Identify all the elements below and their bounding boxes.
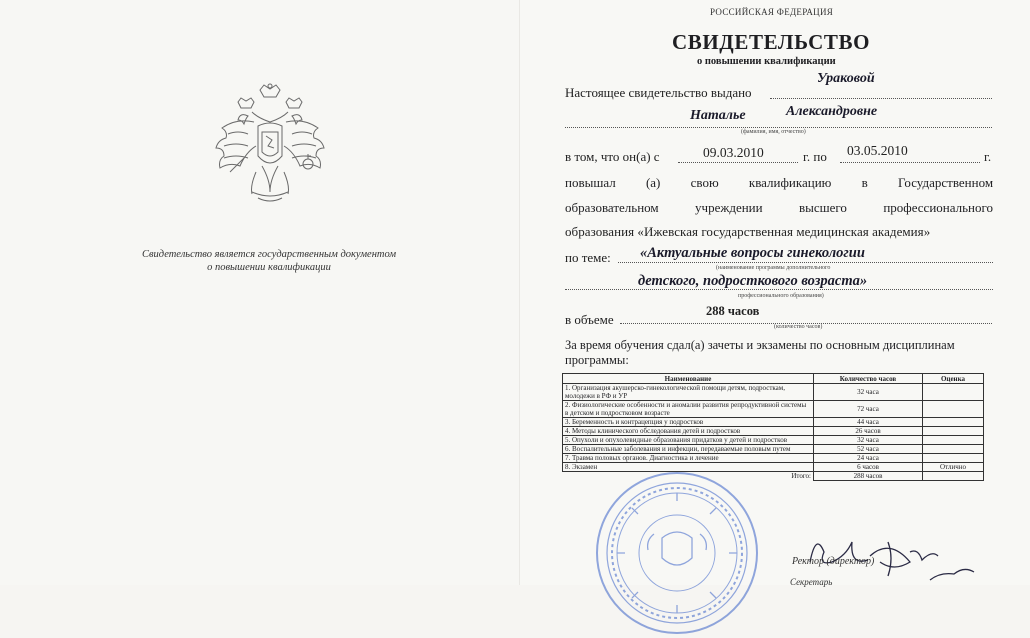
left-page-note	[110, 248, 428, 274]
program-line-1: «Актуальные вопросы гинекологии	[640, 245, 865, 261]
column-header-name: Наименование	[563, 374, 814, 384]
subject-grade	[923, 454, 984, 463]
subject-grade: Отлично	[923, 463, 984, 472]
subject-hours: 52 часа	[814, 445, 923, 454]
body-word: повышал	[565, 175, 616, 190]
body-word: профессионального	[883, 200, 994, 215]
issued-label: Настоящее свидетельство выдано	[565, 85, 752, 100]
subject-grade	[923, 445, 984, 454]
note-line-2: о повышении квалификации	[207, 262, 331, 273]
body-line-1	[565, 175, 993, 191]
subject-hours: 24 часа	[814, 454, 923, 463]
program-line-2: детского, подросткового возраста»	[638, 273, 868, 289]
certificate-title: СВИДЕТЕЛЬСТВО	[672, 30, 871, 54]
body-word: квалификацию	[748, 175, 832, 190]
dotted-line	[840, 162, 980, 163]
subject-grade	[923, 418, 984, 427]
table-row	[563, 427, 984, 436]
end-date: 03.05.2010	[847, 143, 908, 158]
table-row	[563, 418, 984, 427]
subject-hours: 44 часа	[814, 418, 923, 427]
dotted-line	[770, 98, 992, 99]
period-year-mid: г. по	[803, 149, 827, 164]
official-seal-stamp	[592, 468, 762, 638]
coat-of-arms-emblem	[208, 82, 332, 222]
total-grade	[923, 472, 984, 481]
certificate-subtitle: о повышении квалификации	[697, 56, 836, 67]
subject-name: 1. Организация акушерско-гинекологической помощи детям, подросткам, молодежи в РФ и УР	[563, 384, 814, 401]
dotted-line	[565, 127, 992, 128]
column-header-grade: Оценка	[923, 374, 984, 384]
dotted-line	[678, 162, 798, 163]
subject-name: 6. Воспалительные заболевания и инфекции, передаваемые половым путем	[563, 445, 814, 454]
recipient-patronymic: Александровне	[786, 104, 878, 119]
subject-grade	[923, 384, 984, 401]
body-line-2	[565, 200, 993, 216]
table-row	[563, 454, 984, 463]
body-word: (а)	[645, 175, 661, 190]
subject-name: 5. Опухоли и опухолевидные образования придатков у детей и подростков	[563, 436, 814, 445]
table-row	[563, 436, 984, 445]
body-word: в	[861, 175, 868, 190]
exams-intro: За время обучения сдал(а) зачеты и экзамены по основным дисциплинам программы:	[565, 338, 955, 367]
start-date: 09.03.2010	[703, 145, 764, 160]
recipient-first-name: Наталье	[690, 108, 746, 123]
subject-name: 3. Беременность и контрацепция у подростков	[563, 418, 814, 427]
table-row	[563, 384, 984, 401]
body-word: высшего	[798, 200, 847, 215]
rector-label: Ректор (директор)	[792, 556, 875, 567]
handwritten-signature	[790, 522, 1000, 585]
volume-value: 288 часов	[706, 304, 760, 318]
subject-hours: 26 часов	[814, 427, 923, 436]
subject-hours: 32 часа	[814, 436, 923, 445]
body-word: образовательном	[565, 200, 659, 215]
subject-name: 4. Методы клинического обследования детей и подростков	[563, 427, 814, 436]
subject-hours: 72 часа	[814, 401, 923, 418]
name-caption: (фамилия, имя, отчество)	[741, 129, 806, 135]
recipient-surname: Ураковой	[817, 71, 875, 86]
subject-hours: 6 часов	[814, 463, 923, 472]
period-year-end: г.	[984, 149, 992, 164]
body-line-3: образования «Ижевская государственная медицинская академия»	[565, 224, 931, 239]
volume-label: в объеме	[565, 312, 614, 327]
subject-name: 2. Физиологические особенности и аномалии развития репродуктивной системы в детском и подростковом возрасте	[563, 401, 814, 418]
table-row	[563, 445, 984, 454]
body-word: учреждении	[695, 200, 763, 215]
subject-grade	[923, 427, 984, 436]
period-prefix: в том, что он(а) с	[565, 149, 660, 164]
body-word: свою	[690, 175, 719, 190]
subject-grade	[923, 436, 984, 445]
subject-grade	[923, 401, 984, 418]
program-caption-2: профессионального образования)	[738, 293, 824, 299]
subjects-table	[562, 373, 984, 481]
dotted-line	[618, 262, 993, 263]
program-caption-1: (наименование программы дополнительного	[716, 265, 831, 271]
total-hours: 288 часов	[814, 472, 923, 481]
subject-name: 8. Экзамен	[563, 463, 814, 472]
country-label: РОССИЙСКАЯ ФЕДЕРАЦИЯ	[710, 7, 834, 17]
table-header-row	[563, 374, 984, 384]
column-header-hours: Количество часов	[814, 374, 923, 384]
note-line-1: Свидетельство является государственным документом	[141, 249, 397, 260]
table-row	[563, 401, 984, 418]
subject-hours: 32 часа	[814, 384, 923, 401]
total-label: Итого:	[563, 472, 814, 481]
volume-caption: (количество часов)	[774, 324, 823, 330]
program-label: по теме:	[565, 250, 611, 265]
body-word: Государственном	[898, 175, 994, 190]
secretary-label: Секретарь	[790, 577, 833, 587]
left-page	[0, 0, 520, 585]
subject-name: 7. Травма половых органов. Диагностика и лечение	[563, 454, 814, 463]
